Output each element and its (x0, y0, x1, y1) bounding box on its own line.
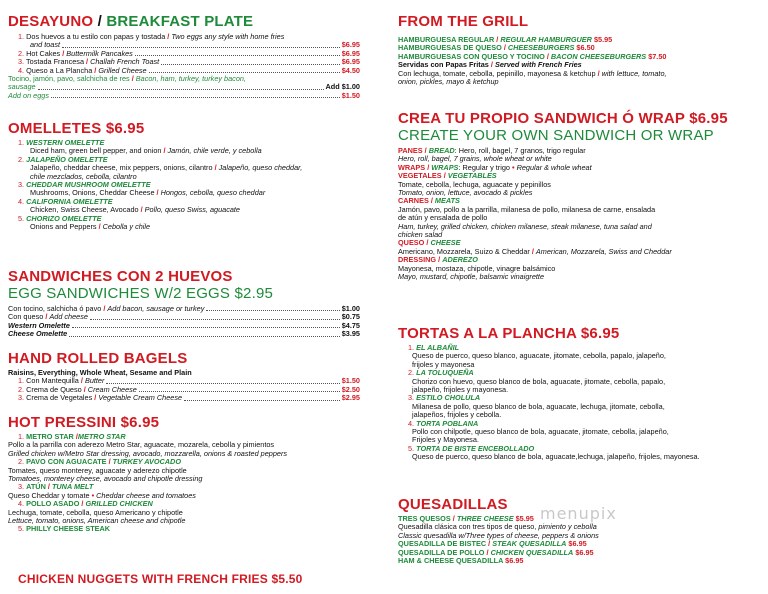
grill-row: HAMBURGUESAS CON QUESO Y TOCINO / BACON CHEESEBURGERS $7.50 (398, 52, 667, 61)
wrap-title: CREA TU PROPIO SANDWICH Ó WRAP $6.95 (398, 110, 728, 127)
breakfast-item-cont: and toast $6.95 (30, 40, 360, 50)
grill-row: HAMBURGUESA REGULAR / REGULAR HAMBURGUER $5.95 (398, 36, 613, 44)
quesadilla-row: QUESADILLA DE BISTEC / STEAK QUESADILLA $6.95 (398, 540, 587, 549)
omelette-item: 1. WESTERN OMELETTE (18, 138, 105, 147)
omelette-item: 3. CHEDDAR MUSHROOM OMELETTE (18, 180, 151, 190)
wrap-group: QUESO / CHEESE (398, 239, 461, 248)
wrap-group: PANES / BREAD: Hero, roll, bagel, 7 granos, trigo regular (398, 147, 586, 155)
pressini-item: 2. PAVO CON AGUACATE / TURKEY AVOCADO (18, 457, 182, 467)
wrap-subtitle: CREATE YOUR OWN SANDWICH OR WRAP (398, 127, 714, 144)
omelettes-title: OMELLETES $6.95 (8, 120, 145, 137)
pressini-item: 5. PHILLY CHEESE STEAK (18, 524, 111, 534)
omelette-item: 4. CALIFORNIA OMELETTE (18, 196, 113, 206)
tortas-section: TORTAS A LA PLANCHA $6.95 1. EL ALBAÑIL Queso de puerco, queso blanco, aguacate, jitomate, cebolla, papalo, jalapeño, frijoles y mayonesa 2. LA TOLUQUEÑA Chorizo con huevo, queso blanco de bola, aguacate, jitomate, cebolla, papalo, jalapeño, frijoles y mayonesa. 3. ESTILO CHOLULA Milanesa de pollo, queso blanco de bola, aguacate, lechuga, jitomate, cebolla, jalapeños, frijoles y cebolla. 4. TORTA POBLANA Pollo con chilpotle, queso blanco de bola, aguacate, jitomate, cebolla, jalapeño, Frijoles y Mayonesa. 5. TORTA DE BISTE ENCEBOLLADO Queso de puerco, queso blanco de bola, aguacate,lechuga, jalapeño, frijoles, mayonesa. (398, 325, 760, 462)
wrap-group: DRESSING / ADEREZO (398, 256, 478, 265)
torta-item: 5. TORTA DE BISTE ENCEBOLLADO (408, 443, 535, 453)
pressini-section: HOT PRESSINI $6.95 1. METRO STAR /METRO STAR Pollo a la parrilla con aderezo Metro Star, aguacate, mozarela, cebolla y pimientos Grilled chicken w/Metro Star dressing, avocado, mozzarella, onions & roasted peppers 2. PAVO CON AGUACATE / TURKEY AVOCADO Tomates, queso monterey, aguacate y aderezo chipotle Tomatoes, monterey cheese, avocado and chipotle dressing 3. ATÚN / TUNA MELT Queso Cheddar y tomate • Cheddar cheese and tomatoes 4. POLLO ASADO / GRILLED CHICKEN Lechuga, tomate, cebolla, queso Americano y chipotle Lettuce, tomato, onions, American cheese and chipotle 5. PHILLY CHEESE STEAK (8, 414, 360, 534)
breakfast-item: 2. Hot Cakes / Buttermilk Pancakes $6.95 (18, 48, 360, 58)
torta-item: 3. ESTILO CHOLULA (408, 393, 481, 403)
sandwiches-section (8, 268, 360, 339)
breakfast-section (8, 13, 360, 100)
omelette-item: 2. JALAPEÑO OMELETTE (18, 154, 108, 164)
quesadillas-section: QUESADILLAS TRES QUESOS / THREE CHEESE $5.95 Quesadilla clásica con tres tipos de queso, pimiento y cebolla Classic quesadilla w/Three types of cheese, peppers & onions QUESADILLA DE BISTEC / STEAK QUESADILLA $6.95 QUESADILLA DE POLLO / CHICKEN QUESADILLA $6.95 HAM & CHEESE QUESADILLA $6.95 (398, 496, 760, 565)
breakfast-item: 1. Dos huevos a tu estilo con papas y tostada / Two eggs any style with home fries (18, 32, 285, 41)
watermark-text: menupix (540, 504, 617, 523)
bagel-item: 3. Crema de Vegetales / Vegetable Cream Cheese $2.95 (18, 393, 360, 403)
breakfast-addon-eggs: Add on eggs $1.50 (8, 90, 360, 100)
tortas-title: TORTAS A LA PLANCHA $6.95 (398, 325, 620, 342)
bagels-section (8, 350, 360, 403)
grill-title: FROM THE GRILL (398, 13, 529, 30)
nuggets-title: CHICKEN NUGGETS WITH FRENCH FRIES $5.50 (18, 572, 303, 586)
wrap-group: CARNES / MEATS (398, 197, 460, 206)
breakfast-title: DESAYUNO / BREAKFAST PLATE (8, 13, 254, 30)
sandwich-addon-row: Con tocino, salchicha ó pavo / Add bacon, sausage or turkey $1.00 (8, 304, 360, 313)
bagels-title: HAND ROLLED BAGELS (8, 350, 188, 367)
breakfast-addon: Tocino, jamón, pavo, salchicha de res / Bacon, ham, turkey, turkey bacon, (8, 75, 246, 84)
quesadilla-head: TRES QUESOS / THREE CHEESE $5.95 (398, 515, 534, 523)
quesadilla-row: QUESADILLA DE POLLO / CHICKEN QUESADILLA $6.95 (398, 548, 594, 557)
wrap-group: WRAPS / WRAPS: Regular y trigo • Regular & whole wheat (398, 163, 592, 172)
sandwich-omelette-row: Cheese Omelette $3.95 (8, 329, 360, 339)
torta-item: 4. TORTA POBLANA (408, 418, 479, 428)
torta-item: 1. EL ALBAÑIL (408, 343, 460, 352)
pressini-item: 1. METRO STAR /METRO STAR (18, 432, 126, 441)
breakfast-item: 3. Tostada Francesa / Challah French Toast $6.95 (18, 57, 360, 67)
bagel-item: 1. Con Mantequilla / Butter $1.50 (18, 376, 360, 386)
wrap-group: VEGETALES / VEGETABLES (398, 172, 497, 181)
pressini-title: HOT PRESSINI $6.95 (8, 414, 160, 431)
grill-served: Servidas con Papas Fritas / Served with French Fries (398, 61, 582, 70)
grill-section: FROM THE GRILL HAMBURGUESA REGULAR / REGULAR HAMBURGUER $5.95 HAMBURGUESAS DE QUESO / CHEESEBURGERS $6.50 HAMBURGUESAS CON QUESO Y TOCINO / BACON CHEESEBURGERS $7.50 Servidas con Papas Fritas / Served with French Fries Con lechuga, tomate, cebolla, pepinillo, mayonesa & ketchup / with lettuce, tomato, onion, pickles, mayo & ketchup (398, 13, 760, 86)
omelettes-section: OMELLETES $6.95 1. WESTERN OMELETTE Diced ham, green bell pepper, and onion / Jamón, chile verde, y cebolla 2. JALAPEÑO OMELETTE Jalapeño, cheddar cheese, mix peppers, onions, cilantro / Jalapeño, queso cheddar, chile mezclados, cebolla, cilantro 3. CHEDDAR MUSHROOM OMELETTE Mushrooms, Onions, Cheddar Cheese / Hongos, cebolla, queso cheddar 4. CALIFORNIA OMELETTE Chicken, Swiss Cheese, Avocado / Pollo, queso Swiss, aguacate 5. CHORIZO OMELETTE Onions and Peppers / Cebolla y chile (8, 120, 360, 231)
breakfast-addon-cont: sausage Add $1.00 (8, 82, 360, 92)
grill-row: HAMBURGUESAS DE QUESO / CHEESEBURGERS $6.50 (398, 44, 595, 53)
wrap-section: CREA TU PROPIO SANDWICH Ó WRAP $6.95 CREATE YOUR OWN SANDWICH OR WRAP PANES / BREAD: Hero, roll, bagel, 7 granos, trigo regular Hero, roll, bagel, 7 grains, whole wheat or white WRAPS / WRAPS: Regular y trigo • Regular & whole wheat VEGETALES / VEGETABLES Tomate, cebolla, lechuga, aguacate y pepinillos Tomato, onion, lettuce, avocado & pickles CARNES / MEATS Jamón, pavo, pollo a la parrilla, milanesa de pollo, milanesa de carne, ensalada de atún y ensalada de pollo Ham, turkey, grilled chicken, chicken milanese, steak milanese, tuna salad and chicken salad QUESO / CHEESE Americano, Mozzarela, Suizo & Cheddar / American, Mozzarela, Swiss and Cheddar DRESSING / ADEREZO Mayonesa, mostaza, chipotle, vinagre balsámico Mayo, mustard, chipotle, balsamic vinaigrette (398, 110, 760, 282)
bagels-varieties: Raisins, Everything, Whole Wheat, Sesame and Plain (8, 369, 192, 377)
quesadilla-row: HAM & CHEESE QUESADILLA $6.95 (398, 557, 524, 566)
omelette-item: 5. CHORIZO OMELETTE (18, 213, 102, 223)
pressini-item: 4. POLLO ASADO / GRILLED CHICKEN (18, 499, 153, 509)
pressini-item: 3. ATÚN / TUNA MELT (18, 482, 94, 492)
bagel-item: 2. Crema de Queso / Cream Cheese $2.50 (18, 384, 360, 394)
sandwiches-subtitle: EGG SANDWICHES W/2 EGGS $2.95 (8, 285, 274, 302)
torta-item: 2. LA TOLUQUEÑA (408, 368, 474, 378)
breakfast-item: 4. Queso a La Plancha / Grilled Cheese $4.50 (18, 65, 360, 75)
sandwich-omelette-row: Western Omelette $4.75 (8, 320, 360, 330)
quesadillas-title: QUESADILLAS (398, 496, 508, 513)
sandwich-addon-row: Con queso / Add cheese $0.75 (8, 312, 360, 322)
sandwiches-title: SANDWICHES CON 2 HUEVOS (8, 268, 233, 285)
